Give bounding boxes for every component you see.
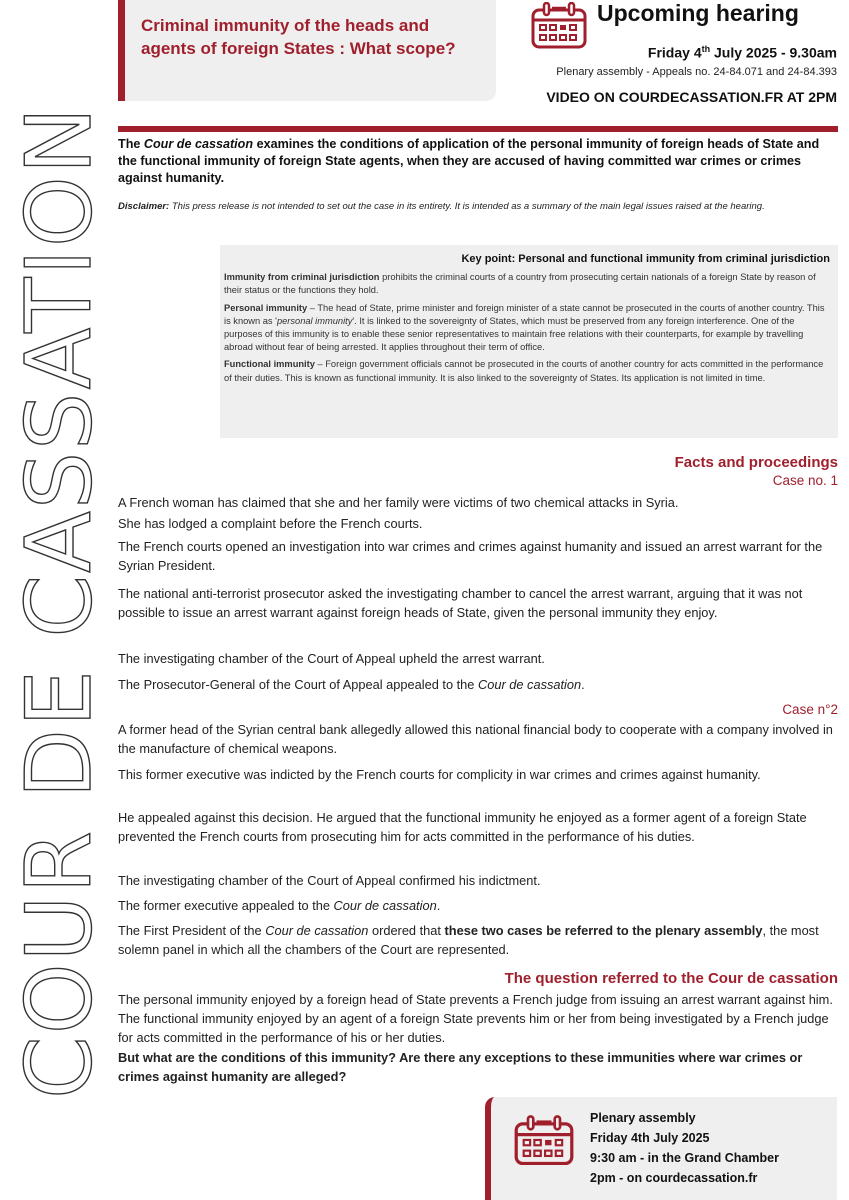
hearing-info-box	[485, 1097, 837, 1200]
case2-para-5: The former executive appealed to the Cour de cassation.	[118, 898, 441, 913]
calendar-icon	[530, 2, 588, 50]
keypoint-para-3: Functional immunity – Foreign government officials cannot be prosecuted in the courts of another country for acts committed in the performance of their duties. This is known as functional immunity. It is also linked to the sovereignty of States. Its application is not limited in time.	[224, 359, 824, 383]
hearing-appeals: Plenary assembly - Appeals no. 24-84.071 and 24-84.393	[556, 66, 837, 78]
hearing-date: Friday 4th July 2025 - 9.30am	[647, 44, 837, 61]
hearing-video-link[interactable]: VIDEO ON COURDECASSATION.FR AT 2PM	[546, 89, 837, 105]
vertical-title: COUR DE CASSATION	[7, 104, 112, 1100]
case1-para-6: The Prosecutor-General of the Court of Appeal appealed to the Cour de cassation.	[118, 677, 585, 692]
page-title: Criminal immunity of the heads and agents of foreign States : What scope?	[141, 16, 456, 58]
disclaimer: Disclaimer: This press release is not intended to set out the case in its entirety. It is intended as a summary of the main legal issues raised at the hearing.	[118, 201, 765, 212]
case1-para-5: The investigating chamber of the Court of Appeal upheld the arrest warrant.	[118, 651, 545, 666]
header-title-box	[118, 0, 496, 101]
question-heading: The question referred to the Cour de cassation	[504, 970, 838, 987]
case1-para-3: The French courts opened an investigation into war crimes and crimes against humanity and issued an arrest warrant for the Syrian President.	[118, 539, 823, 573]
question-para-1: The personal immunity enjoyed by a foreign head of State prevents a French judge from issuing an arrest warrant against him. The functional immunity enjoyed by an agent of a foreign State prevents him or her from being investigated by a French judge for acts committed in the performance of his or her duties.	[118, 992, 833, 1045]
divider	[118, 126, 838, 132]
calendar-icon	[513, 1114, 575, 1168]
case2-para-1: A former head of the Syrian central bank allegedly allowed this national financial body to cooperate with a company involved in the manufacture of chemical weapons.	[118, 722, 833, 756]
keypoint-box	[220, 245, 838, 438]
case2-para-6: The First President of the Cour de cassation ordered that these two cases be referred to the plenary assembly, the most solemn panel in which all the chambers of the Court are represented.	[118, 923, 819, 957]
hearing-info-text: Plenary assembly Friday 4th July 2025 9:30 am - in the Grand Chamber 2pm - on courdecassation.fr	[590, 1111, 779, 1185]
intro-paragraph: The Cour de cassation examines the conditions of application of the personal immunity of foreign heads of State and the functional immunity of foreign State agents, when they are accused of having committed war crimes or crimes against humanity.	[118, 137, 820, 185]
question-para-2: But what are the conditions of this immunity? Are there any exceptions to these immunities where war crimes or crimes against humanity are alleged?	[118, 1050, 803, 1084]
keypoint-para-2: Personal immunity – The head of State, prime minister and foreign minister of a state cannot be prosecuted in the courts of another country. This is known as 'personal immunity'. It is linked to the sovereignty of States, which must be preserved from any foreign interference. One of the purposes of this immunity is to enable these senior representatives to maintain free relations with their counterparts, for example by travelling abroad without fear of being arrested. It applies throughout their term of office.	[224, 302, 825, 353]
facts-heading: Facts and proceedings	[674, 454, 838, 471]
case1-para-4: The national anti-terrorist prosecutor asked the investigating chamber to cancel the arrest warrant, arguing that it was not possible to issue an arrest warrant against foreign heads of State, given the personal immunity they enjoy.	[118, 586, 803, 620]
case2-para-3: He appealed against this decision. He argued that the functional immunity he enjoyed as a former agent of a foreign State prevented the French courts from prosecuting him for acts committed in the performance of his duties.	[118, 810, 807, 844]
keypoint-title: Key point: Personal and functional immunity from criminal jurisdiction	[461, 253, 830, 265]
keypoint-para-1: Immunity from criminal jurisdiction prohibits the criminal courts of a country from prosecuting certain nationals of a foreign State by reason of their status or the functions they hold.	[224, 272, 816, 296]
case1-para-2: She has lodged a complaint before the French courts.	[118, 516, 423, 531]
case2-para-2: This former executive was indicted by the French courts for complicity in war crimes and crimes against humanity.	[118, 767, 761, 782]
case1-label: Case no. 1	[772, 473, 838, 488]
hearing-heading: Upcoming hearing	[597, 0, 799, 26]
case2-label: Case n°2	[782, 702, 838, 717]
case1-para-1: A French woman has claimed that she and her family were victims of two chemical attacks in Syria.	[118, 495, 679, 510]
case2-para-4: The investigating chamber of the Court of Appeal confirmed his indictment.	[118, 873, 541, 888]
